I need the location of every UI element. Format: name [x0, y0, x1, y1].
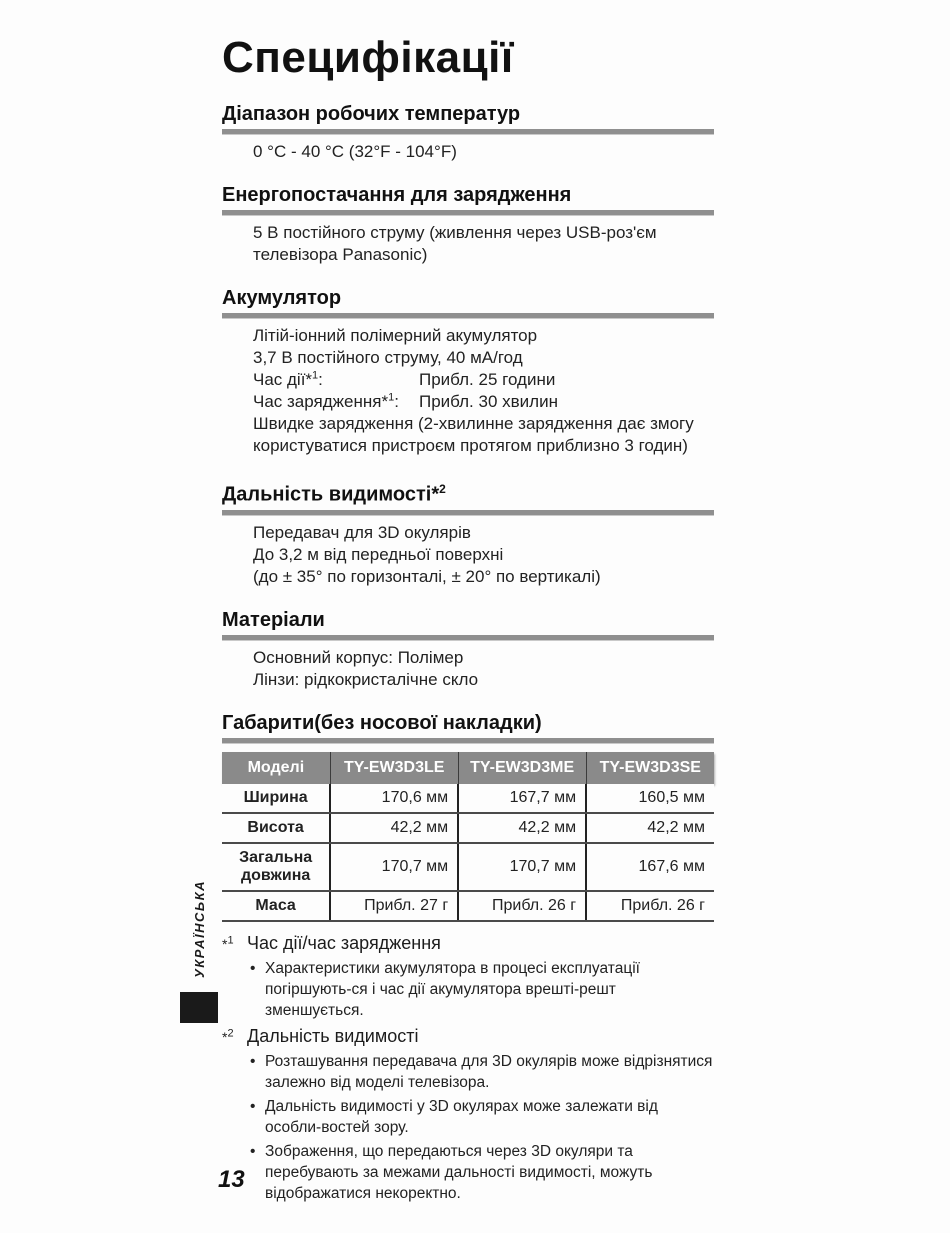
section-dimensions-header [222, 712, 714, 743]
footnotes [222, 932, 714, 1204]
page-content [222, 34, 714, 1208]
section-power [222, 184, 714, 266]
footnote-bullet: • Характеристики акумулятора в процесі експлуатації погіршують-ся і час дії акумулятора врешті-решт зменшується. [249, 958, 714, 1021]
footnote-bullet: • Зображення, що передаються через 3D окуляри та перебувають за межами дальності видимості, можуть відображатися некоректно. [249, 1141, 714, 1204]
cell-value: 170,7 мм [458, 843, 586, 891]
battery-quick-line: користуватися пристроєм протягом приблизно 3 годин) [253, 436, 688, 455]
visibility-line: Передавач для 3D окулярів [253, 522, 471, 542]
power-line: телевізора Panasonic) [253, 245, 428, 264]
section-dimensions [222, 712, 714, 922]
battery-duration-row [253, 369, 714, 391]
section-visibility-title: Дальність видимості*$^2$ [222, 482, 446, 506]
section-temperature [222, 103, 714, 163]
footnote-1 [222, 932, 714, 1021]
footnote-2-head [222, 1025, 714, 1048]
cell-value: 167,7 мм [458, 784, 586, 813]
section-power-title: Енергопостачання для зарядження [222, 184, 572, 206]
section-battery-title: Акумулятор [222, 287, 342, 309]
battery-duration-label: Час дії*$^1$: [253, 369, 323, 389]
page-number: 13 [218, 1166, 245, 1193]
visibility-line: (до ± 35° по горизонталі, ± 20° по вертикалі) [253, 566, 601, 586]
visibility-line: До 3,2 м від передньої поверхні [253, 544, 504, 564]
row-label: Висота [222, 813, 330, 843]
section-battery [222, 287, 714, 457]
table-row-total-length [222, 843, 714, 891]
section-battery-body [222, 325, 714, 457]
cell-value: 170,6 мм [330, 784, 458, 813]
battery-charge-row [253, 391, 714, 413]
page-title: Специфікації [222, 33, 514, 82]
battery-charge-value: Прибл. 30 хвилин [419, 392, 558, 411]
row-label: Маса [222, 891, 330, 921]
cell-value: Прибл. 26 г [586, 891, 714, 921]
footnote-1-title: Час дії/час зарядження [247, 932, 441, 953]
footnote-2-marker: *$^2$ [222, 1027, 234, 1045]
language-strip [180, 879, 218, 1023]
section-materials-title: Матеріали [222, 608, 325, 631]
table-row-mass [222, 891, 714, 921]
cell-value: 160,5 мм [586, 784, 714, 813]
section-temperature-header [222, 103, 714, 134]
power-line: 5 В постійного струму (живлення через USB-роз'єм [253, 223, 657, 242]
cell-value: 42,2 мм [458, 813, 586, 843]
row-label: Загальна довжина [222, 843, 330, 891]
materials-line: Лінзи: рідкокристалічне скло [253, 669, 479, 689]
language-label: УКРАЇНСЬКА [191, 879, 207, 978]
section-temperature-title: Діапазон робочих температур [222, 103, 521, 125]
battery-duration-value: Прибл. 25 години [419, 370, 556, 389]
section-visibility-body [222, 522, 714, 588]
section-materials-header [222, 609, 714, 640]
table-row-height [222, 813, 714, 843]
cell-value: 42,2 мм [586, 813, 714, 843]
table-row-width [222, 784, 714, 813]
table-header-model-se: TY-EW3D3SE [586, 752, 714, 784]
dimensions-table [222, 752, 714, 922]
footnote-2-title: Дальність видимості [247, 1025, 419, 1046]
table-header-model-me: TY-EW3D3ME [458, 752, 586, 784]
footnote-2-list [222, 1051, 714, 1204]
footnote-1-marker: *$^1$ [222, 934, 234, 952]
battery-quick-line: Швидке зарядження (2-хвилинне зарядження дає змогу [253, 414, 694, 433]
dimensions-table-header-row [222, 752, 714, 784]
section-temperature-body [222, 141, 714, 163]
footnote-bullet: • Розташування передавача для 3D окулярів може відрізнятися залежно від моделі телевізора. [249, 1051, 714, 1093]
section-battery-header [222, 287, 714, 318]
table-header-model-le: TY-EW3D3LE [330, 752, 458, 784]
battery-line: Літій-іонний полімерний акумулятор [253, 326, 538, 345]
footnote-1-list [222, 958, 714, 1021]
language-section-marker [180, 992, 218, 1023]
footnote-2 [222, 1025, 714, 1204]
section-visibility [222, 478, 714, 588]
cell-value: 167,6 мм [586, 843, 714, 891]
section-materials [222, 609, 714, 691]
section-materials-body [222, 647, 714, 691]
table-header-models: Моделі [222, 752, 330, 784]
footnote-1-head [222, 932, 714, 955]
footnote-bullet: • Дальність видимості у 3D окулярах може залежати від особли-востей зору. [249, 1096, 714, 1138]
cell-value: Прибл. 26 г [458, 891, 586, 921]
battery-line: 3,7 В постійного струму, 40 мА/год [253, 348, 523, 367]
section-dimensions-title: Габарити(без носової накладки) [222, 711, 542, 734]
temperature-value: 0 °C - 40 °C (32°F - 104°F) [253, 142, 457, 161]
cell-value: 170,7 мм [330, 843, 458, 891]
materials-line: Основний корпус: Полімер [253, 647, 464, 667]
battery-charge-label: Час зарядження*$^1$: [253, 391, 399, 411]
section-power-body [222, 222, 714, 266]
row-label: Ширина [222, 784, 330, 813]
cell-value: Прибл. 27 г [330, 891, 458, 921]
cell-value: 42,2 мм [330, 813, 458, 843]
section-power-header [222, 184, 714, 215]
section-visibility-header [222, 478, 714, 515]
